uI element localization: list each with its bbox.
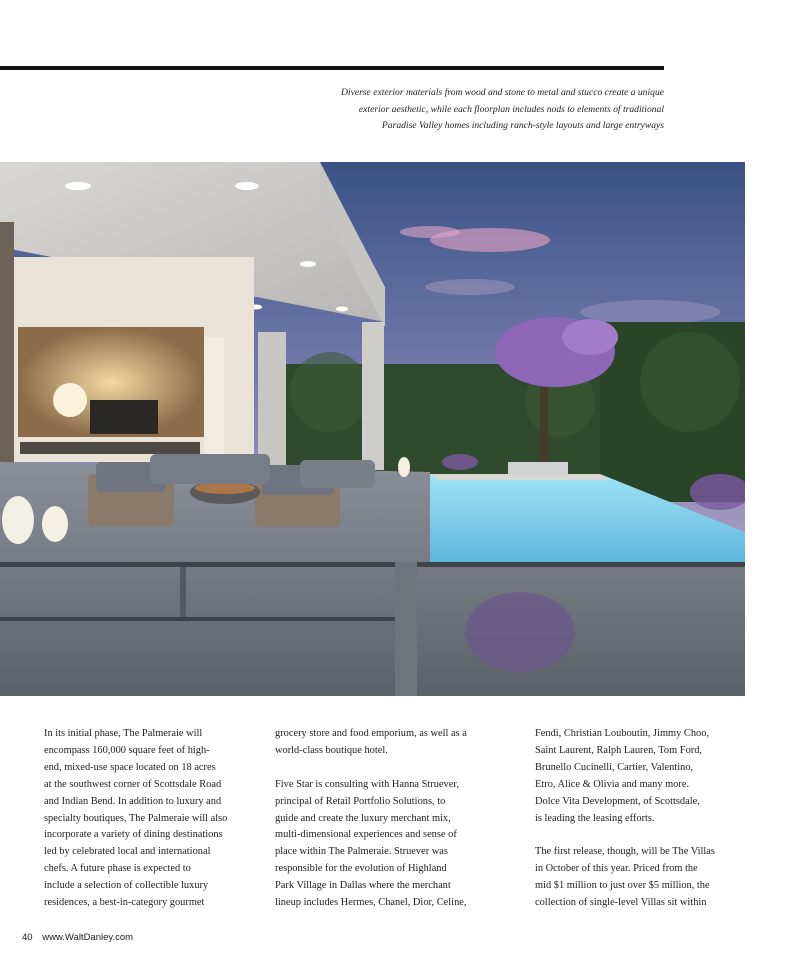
- body-line: and Indian Bend. In addition to luxury and: [44, 795, 222, 807]
- body-line: in October of this year. Priced from the: [535, 863, 698, 875]
- body-line: encompass 160,000 square feet of high-: [44, 744, 210, 756]
- body-line: collection of single-level Villas sit within: [535, 897, 707, 909]
- body-column-2: [275, 726, 467, 912]
- body-line: chefs. A future phase is expected to: [44, 863, 191, 875]
- body-column-1: [44, 726, 227, 912]
- body-line: place within The Palmeraie. Struever was: [275, 846, 448, 858]
- body-line: Etro, Alice & Olivia and many more.: [535, 778, 690, 790]
- paragraph-gap: [275, 760, 467, 777]
- body-line: include a selection of collectible luxury: [44, 880, 209, 892]
- body-line: The first release, though, will be The Villas: [535, 846, 715, 858]
- patio-pool-photo: [0, 162, 745, 696]
- page-footer: [22, 932, 133, 943]
- body-column-3: [535, 726, 715, 912]
- body-line: end, mixed-use space located on 18 acres: [44, 761, 216, 773]
- body-line: world-class boutique hotel.: [275, 744, 388, 756]
- website-link[interactable]: www.WaltDanley.com: [42, 932, 134, 943]
- body-line: principal of Retail Portfolio Solutions, to: [275, 795, 446, 807]
- body-line: lineup includes Hermes, Chanel, Dior, Celine,: [275, 897, 467, 909]
- body-line: led by celebrated local and international: [44, 846, 211, 858]
- caption-line: exterior aesthetic, while each floorplan includes nods to elements of traditional: [358, 103, 664, 115]
- body-line: Brunello Cucinelli, Cartier, Valentino,: [535, 761, 694, 773]
- body-line: In its initial phase, The Palmeraie will: [44, 728, 203, 739]
- body-line: mid $1 million to just over $5 million, the: [535, 880, 710, 892]
- body-line: Five Star is consulting with Hanna Struever,: [275, 778, 459, 790]
- body-line: at the southwest corner of Scottsdale Road: [44, 778, 222, 790]
- body-line: guide and create the luxury merchant mix,: [275, 812, 451, 824]
- body-line: Dolce Vita Development, of Scottsdale,: [535, 795, 700, 807]
- body-line: Fendi, Christian Louboutin, Jimmy Choo,: [535, 728, 710, 739]
- paragraph-gap: [535, 827, 715, 844]
- body-line: responsible for the evolution of Highland: [275, 863, 447, 875]
- body-line: multi-dimensional experiences and sense of: [275, 829, 457, 841]
- body-line: incorporate a variety of dining destinations: [44, 829, 223, 841]
- body-line: Saint Laurent, Ralph Lauren, Tom Ford,: [535, 744, 703, 756]
- photo-caption: [304, 85, 664, 135]
- header-rule: [0, 66, 664, 70]
- body-line: grocery store and food emporium, as well as a: [275, 728, 467, 739]
- body-line: Park Village in Dallas where the merchant: [275, 880, 451, 892]
- page-number: 40: [22, 932, 33, 943]
- caption-line: Diverse exterior materials from wood and stone to metal and stucco create a unique: [340, 87, 664, 98]
- body-line: specialty boutiques, The Palmeraie will also: [44, 812, 228, 824]
- body-line: residences, a best-in-category gourmet: [44, 897, 205, 909]
- caption-line: Paradise Valley homes including ranch-style layouts and large entryways: [381, 120, 664, 131]
- body-line: is leading the leasing efforts.: [535, 812, 655, 824]
